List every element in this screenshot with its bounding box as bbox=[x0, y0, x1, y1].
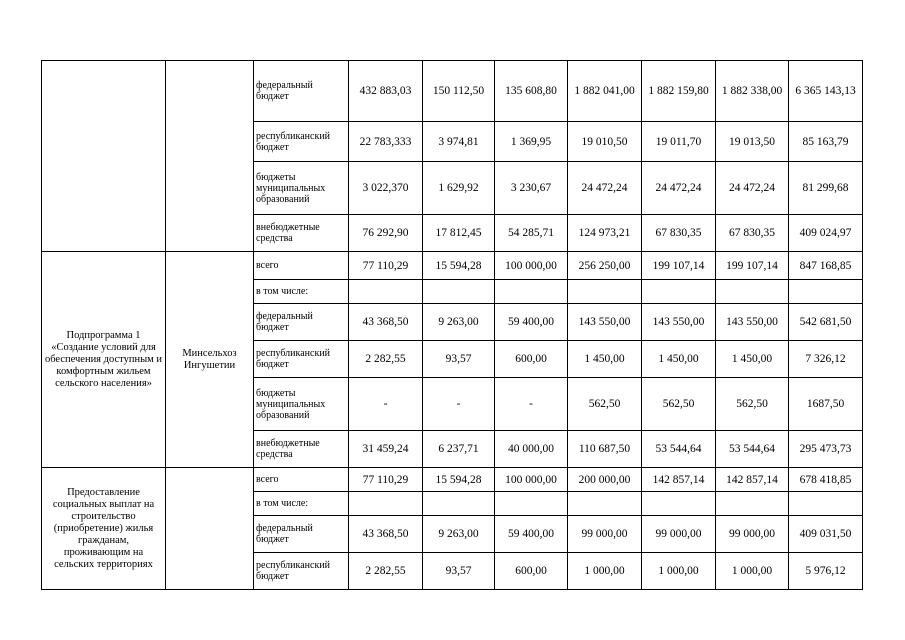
funding-source-cell: бюджеты муниципальных образований bbox=[254, 162, 349, 215]
value-cell bbox=[495, 492, 568, 516]
value-cell: 1 882 338,00 bbox=[716, 61, 789, 122]
value-cell: 67 830,35 bbox=[716, 215, 789, 252]
value-cell: 1 450,00 bbox=[568, 341, 642, 378]
value-cell: 1 882 041,00 bbox=[568, 61, 642, 122]
funding-source-cell: федеральный бюджет bbox=[254, 61, 349, 122]
value-cell: 17 812,45 bbox=[423, 215, 495, 252]
value-cell: 600,00 bbox=[495, 341, 568, 378]
total-cell: 1687,50 bbox=[789, 378, 863, 431]
value-cell: 54 285,71 bbox=[495, 215, 568, 252]
value-cell: 99 000,00 bbox=[716, 516, 789, 553]
value-cell: - bbox=[423, 378, 495, 431]
total-cell: 7 326,12 bbox=[789, 341, 863, 378]
value-cell: 53 544,64 bbox=[716, 431, 789, 468]
value-cell: 22 783,333 bbox=[349, 122, 423, 162]
value-cell: 3 022,370 bbox=[349, 162, 423, 215]
funding-source-cell: внебюджетные средства bbox=[254, 431, 349, 468]
executor-cell: Минсельхоз Ингушетии bbox=[166, 252, 254, 468]
value-cell: 24 472,24 bbox=[716, 162, 789, 215]
value-cell: 24 472,24 bbox=[642, 162, 716, 215]
value-cell: 100 000,00 bbox=[495, 468, 568, 492]
value-cell: 1 882 159,80 bbox=[642, 61, 716, 122]
funding-source-cell: республиканский бюджет bbox=[254, 553, 349, 590]
value-cell: 600,00 bbox=[495, 553, 568, 590]
value-cell bbox=[349, 280, 423, 304]
total-cell: 542 681,50 bbox=[789, 304, 863, 341]
funding-source-cell: бюджеты муниципальных образований bbox=[254, 378, 349, 431]
total-cell: 85 163,79 bbox=[789, 122, 863, 162]
value-cell: 1 000,00 bbox=[642, 553, 716, 590]
total-cell: 295 473,73 bbox=[789, 431, 863, 468]
value-cell: 143 550,00 bbox=[642, 304, 716, 341]
total-cell: 847 168,85 bbox=[789, 252, 863, 280]
value-cell: 100 000,00 bbox=[495, 252, 568, 280]
value-cell: 93,57 bbox=[423, 341, 495, 378]
total-cell: 81 299,68 bbox=[789, 162, 863, 215]
value-cell: 15 594,28 bbox=[423, 468, 495, 492]
funding-source-cell: республиканский бюджет bbox=[254, 341, 349, 378]
value-cell: 142 857,14 bbox=[642, 468, 716, 492]
value-cell: 1 629,92 bbox=[423, 162, 495, 215]
total-cell bbox=[789, 280, 863, 304]
value-cell bbox=[568, 492, 642, 516]
value-cell: 77 110,29 bbox=[349, 468, 423, 492]
funding-source-cell: республиканский бюджет bbox=[254, 122, 349, 162]
value-cell bbox=[642, 280, 716, 304]
value-cell: 6 237,71 bbox=[423, 431, 495, 468]
value-cell bbox=[642, 492, 716, 516]
value-cell: 3 230,67 bbox=[495, 162, 568, 215]
value-cell: 40 000,00 bbox=[495, 431, 568, 468]
value-cell: 1 450,00 bbox=[716, 341, 789, 378]
budget-table bbox=[41, 60, 863, 590]
value-cell: 1 000,00 bbox=[568, 553, 642, 590]
value-cell bbox=[568, 280, 642, 304]
value-cell: 9 263,00 bbox=[423, 516, 495, 553]
funding-source-cell: в том числе: bbox=[254, 492, 349, 516]
value-cell: 2 282,55 bbox=[349, 341, 423, 378]
value-cell: 256 250,00 bbox=[568, 252, 642, 280]
total-cell: 5 976,12 bbox=[789, 553, 863, 590]
value-cell: 110 687,50 bbox=[568, 431, 642, 468]
value-cell: 2 282,55 bbox=[349, 553, 423, 590]
value-cell: 99 000,00 bbox=[568, 516, 642, 553]
table-row bbox=[42, 61, 863, 122]
funding-source-cell: федеральный бюджет bbox=[254, 304, 349, 341]
executor-cell bbox=[166, 468, 254, 590]
value-cell: 15 594,28 bbox=[423, 252, 495, 280]
value-cell: 562,50 bbox=[642, 378, 716, 431]
value-cell: 59 400,00 bbox=[495, 304, 568, 341]
value-cell: 67 830,35 bbox=[642, 215, 716, 252]
value-cell: 53 544,64 bbox=[642, 431, 716, 468]
value-cell: 142 857,14 bbox=[716, 468, 789, 492]
value-cell: 1 450,00 bbox=[642, 341, 716, 378]
value-cell: - bbox=[495, 378, 568, 431]
program-name-cell: Предоставление социальных выплат на строительство (приобретение) жилья гражданам, проживающим на сельских территориях bbox=[42, 468, 166, 590]
value-cell bbox=[349, 492, 423, 516]
value-cell: 562,50 bbox=[716, 378, 789, 431]
executor-cell bbox=[166, 61, 254, 252]
value-cell: 199 107,14 bbox=[642, 252, 716, 280]
total-cell: 6 365 143,13 bbox=[789, 61, 863, 122]
funding-source-cell: всего bbox=[254, 468, 349, 492]
program-name-cell: Подпрограмма 1 «Создание условий для обеспечения доступным и комфортным жильем сельского населения» bbox=[42, 252, 166, 468]
value-cell: 59 400,00 bbox=[495, 516, 568, 553]
value-cell: 93,57 bbox=[423, 553, 495, 590]
value-cell: 77 110,29 bbox=[349, 252, 423, 280]
value-cell: 562,50 bbox=[568, 378, 642, 431]
total-cell: 409 024,97 bbox=[789, 215, 863, 252]
value-cell: 3 974,81 bbox=[423, 122, 495, 162]
value-cell: 135 608,80 bbox=[495, 61, 568, 122]
value-cell: 43 368,50 bbox=[349, 516, 423, 553]
value-cell: 31 459,24 bbox=[349, 431, 423, 468]
value-cell bbox=[495, 280, 568, 304]
value-cell: 200 000,00 bbox=[568, 468, 642, 492]
value-cell: 1 369,95 bbox=[495, 122, 568, 162]
value-cell: 43 368,50 bbox=[349, 304, 423, 341]
total-cell bbox=[789, 492, 863, 516]
value-cell: 19 010,50 bbox=[568, 122, 642, 162]
table-row bbox=[42, 468, 863, 492]
funding-source-cell: в том числе: bbox=[254, 280, 349, 304]
value-cell: - bbox=[349, 378, 423, 431]
total-cell: 678 418,85 bbox=[789, 468, 863, 492]
value-cell: 143 550,00 bbox=[568, 304, 642, 341]
value-cell: 432 883,03 bbox=[349, 61, 423, 122]
value-cell bbox=[716, 492, 789, 516]
program-name-cell bbox=[42, 61, 166, 252]
value-cell: 99 000,00 bbox=[642, 516, 716, 553]
value-cell: 143 550,00 bbox=[716, 304, 789, 341]
value-cell: 9 263,00 bbox=[423, 304, 495, 341]
funding-source-cell: федеральный бюджет bbox=[254, 516, 349, 553]
value-cell: 150 112,50 bbox=[423, 61, 495, 122]
value-cell bbox=[423, 280, 495, 304]
table-row bbox=[42, 252, 863, 280]
value-cell: 124 973,21 bbox=[568, 215, 642, 252]
value-cell: 1 000,00 bbox=[716, 553, 789, 590]
funding-source-cell: всего bbox=[254, 252, 349, 280]
value-cell: 199 107,14 bbox=[716, 252, 789, 280]
value-cell: 19 011,70 bbox=[642, 122, 716, 162]
value-cell bbox=[716, 280, 789, 304]
value-cell: 19 013,50 bbox=[716, 122, 789, 162]
value-cell: 24 472,24 bbox=[568, 162, 642, 215]
funding-source-cell: внебюджетные средства bbox=[254, 215, 349, 252]
value-cell bbox=[423, 492, 495, 516]
total-cell: 409 031,50 bbox=[789, 516, 863, 553]
value-cell: 76 292,90 bbox=[349, 215, 423, 252]
